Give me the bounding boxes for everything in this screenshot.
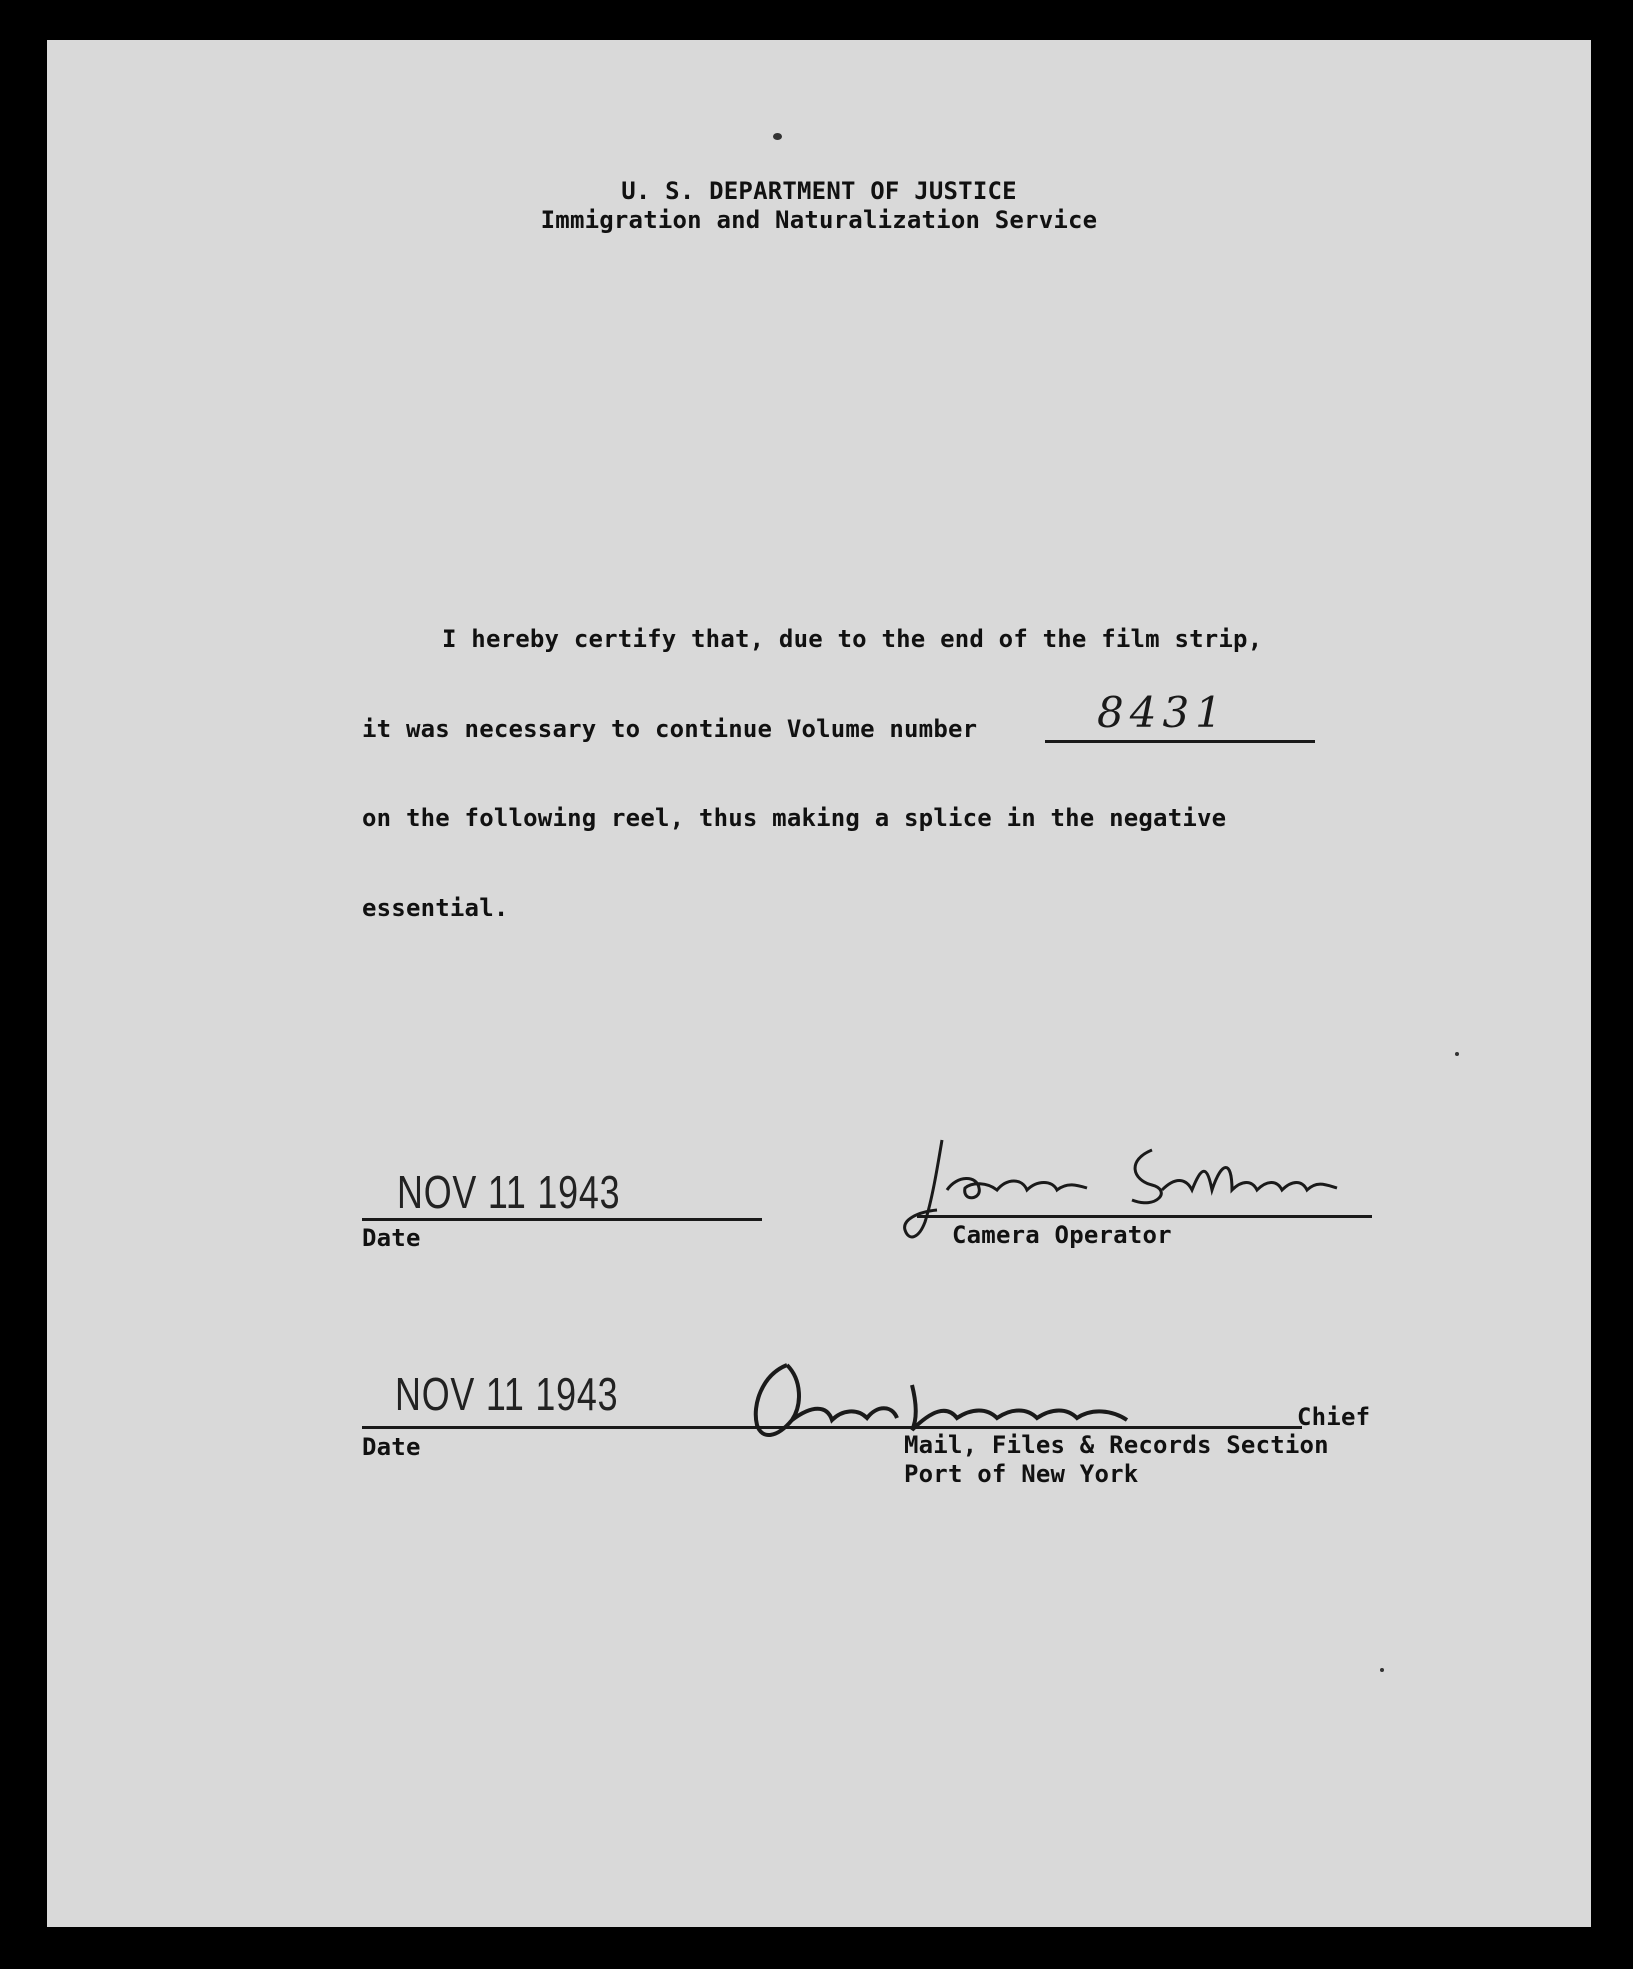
chief-title-line-3: Port of New York [904,1460,1139,1488]
camera-operator-line [917,1215,1372,1218]
chief-title-line-1: Chief [1297,1403,1371,1431]
date-stamp-1: NOV 11 1943 [397,1166,621,1218]
date-label-2: Date [362,1433,421,1461]
date-stamp-2: NOV 11 1943 [395,1368,619,1420]
chief-title-line-2: Mail, Files & Records Section [904,1431,1329,1459]
date-label-1: Date [362,1224,421,1252]
volume-number-handwritten: 8431 [1097,688,1228,737]
certification-line-1: I hereby certify that, due to the end of the film strip, [442,625,1263,653]
certification-line-4: essential. [362,894,509,922]
paper-speck [1455,1052,1459,1056]
document-page [47,40,1591,1927]
volume-number-line [1045,740,1315,743]
department-heading: U. S. DEPARTMENT OF JUSTICE [621,177,1017,205]
paper-speck [1380,1668,1384,1672]
certification-line-3: on the following reel, thus making a splice in the negative [362,804,1227,832]
service-heading: Immigration and Naturalization Service [540,206,1098,234]
paper-speck [773,133,782,140]
date-line-1 [362,1218,762,1221]
camera-operator-label: Camera Operator [952,1221,1172,1249]
certification-line-2: it was necessary to continue Volume number [362,715,978,743]
